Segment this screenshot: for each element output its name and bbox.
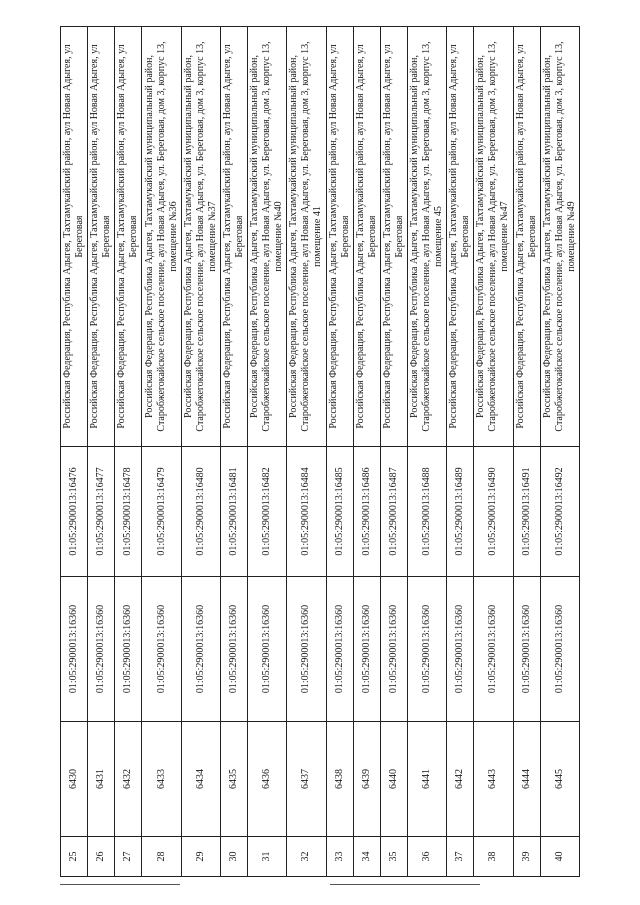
scan-artifact-line	[330, 884, 480, 885]
address: Российская Федерация, Республика Адыгея, Тахтамукайский район, аул Новая Адыгея, ул Береговая	[88, 27, 115, 447]
parent-cadastral-number: 01:05:2900013:16360	[248, 577, 287, 722]
row-number: 38	[474, 837, 513, 877]
object-id: 6441	[407, 722, 446, 837]
object-id: 6445	[540, 722, 579, 837]
object-id: 6436	[248, 722, 287, 837]
cadastral-number: 01:05:2900013:16485	[326, 447, 353, 577]
object-id: 6439	[353, 722, 380, 837]
parent-cadastral-number: 01:05:2900013:16360	[115, 577, 142, 722]
object-id: 6442	[447, 722, 474, 837]
cadastral-number: 01:05:2900013:16484	[287, 447, 326, 577]
parent-cadastral-number: 01:05:2900013:16360	[513, 577, 540, 722]
row-number: 40	[540, 837, 579, 877]
table-row	[61, 27, 88, 877]
address: Российская Федерация, Республика Адыгея, Тахтамукайский район, аул Новая Адыгея, ул Береговая	[220, 27, 247, 447]
address: Российская Федерация, Республика Адыгея, Тахтамукайский район, аул Новая Адыгея, ул Береговая	[115, 27, 142, 447]
object-id: 6438	[326, 722, 353, 837]
cadastral-number: 01:05:2900013:16476	[61, 447, 88, 577]
parent-cadastral-number: 01:05:2900013:16360	[326, 577, 353, 722]
object-id: 6444	[513, 722, 540, 837]
parent-cadastral-number: 01:05:2900013:16360	[287, 577, 326, 722]
parent-cadastral-number: 01:05:2900013:16360	[88, 577, 115, 722]
table-row	[181, 27, 220, 877]
table-row	[407, 27, 446, 877]
table-row	[142, 27, 181, 877]
row-number: 32	[287, 837, 326, 877]
scan-artifact-line	[60, 884, 180, 885]
row-number: 26	[88, 837, 115, 877]
table-row	[287, 27, 326, 877]
row-number: 28	[142, 837, 181, 877]
table-row	[248, 27, 287, 877]
parent-cadastral-number: 01:05:2900013:16360	[61, 577, 88, 722]
cadastral-number: 01:05:2900013:16478	[115, 447, 142, 577]
table-row	[380, 27, 407, 877]
address: Российская Федерация, Республика Адыгея, Тахтамукайский район, аул Новая Адыгея, ул Береговая	[353, 27, 380, 447]
cadastral-number: 01:05:2900013:16480	[181, 447, 220, 577]
row-number: 37	[447, 837, 474, 877]
cadastral-number: 01:05:2900013:16482	[248, 447, 287, 577]
address: Российская Федерация, Республика Адыгея, Тахтамукайский муниципальный район, Старобжегокайское сельское поселение, аул Новая Адыгея, ул. Береговая, дом 3, корпус 13, помещение 41	[287, 27, 326, 447]
row-number: 27	[115, 837, 142, 877]
table-row	[220, 27, 247, 877]
object-id: 6433	[142, 722, 181, 837]
table-row	[88, 27, 115, 877]
address: Российская Федерация, Республика Адыгея, Тахтамукайский район, аул Новая Адыгея, ул Береговая	[447, 27, 474, 447]
cadastral-number: 01:05:2900013:16477	[88, 447, 115, 577]
cadastral-number: 01:05:2900013:16489	[447, 447, 474, 577]
address: Российская Федерация, Республика Адыгея, Тахтамукайский муниципальный район, Старобжегокайское сельское поселение, аул Новая Адыгея, ул. Береговая, дом 3, корпус 13, помещение №36	[142, 27, 181, 447]
address: Российская Федерация, Республика Адыгея, Тахтамукайский муниципальный район, Старобжегокайское сельское поселение, аул Новая Адыгея, ул. Береговая, дом 3, корпус 13, помещение №40	[248, 27, 287, 447]
parent-cadastral-number: 01:05:2900013:16360	[407, 577, 446, 722]
property-table-body	[61, 27, 580, 877]
object-id: 6431	[88, 722, 115, 837]
table-row	[513, 27, 540, 877]
row-number: 30	[220, 837, 247, 877]
address: Российская Федерация, Республика Адыгея, Тахтамукайский муниципальный район, Старобжегокайское сельское поселение, аул Новая Адыгея, ул. Береговая, дом 3, корпус 13, помещение №47	[474, 27, 513, 447]
address: Российская Федерация, Республика Адыгея, Тахтамукайский район, аул Новая Адыгея, ул Береговая	[513, 27, 540, 447]
address: Российская Федерация, Республика Адыгея, Тахтамукайский район, аул Новая Адыгея, ул Береговая	[326, 27, 353, 447]
table-row	[447, 27, 474, 877]
row-number: 36	[407, 837, 446, 877]
parent-cadastral-number: 01:05:2900013:16360	[181, 577, 220, 722]
address: Российская Федерация, Республика Адыгея, Тахтамукайский муниципальный район, Старобжегокайское сельское поселение, аул Новая Адыгея, ул. Береговая, дом 3, корпус 13, помещение №37	[181, 27, 220, 447]
parent-cadastral-number: 01:05:2900013:16360	[353, 577, 380, 722]
row-number: 31	[248, 837, 287, 877]
row-number: 25	[61, 837, 88, 877]
table-row	[326, 27, 353, 877]
object-id: 6440	[380, 722, 407, 837]
table-row	[353, 27, 380, 877]
address: Российская Федерация, Республика Адыгея, Тахтамукайский район, аул Новая Адыгея, ул Береговая	[61, 27, 88, 447]
table-row	[474, 27, 513, 877]
parent-cadastral-number: 01:05:2900013:16360	[142, 577, 181, 722]
cadastral-number: 01:05:2900013:16481	[220, 447, 247, 577]
table-row	[115, 27, 142, 877]
row-number: 35	[380, 837, 407, 877]
address: Российская Федерация, Республика Адыгея, Тахтамукайский район, аул Новая Адыгея, ул Береговая	[380, 27, 407, 447]
object-id: 6434	[181, 722, 220, 837]
object-id: 6432	[115, 722, 142, 837]
property-table	[60, 26, 580, 877]
parent-cadastral-number: 01:05:2900013:16360	[447, 577, 474, 722]
object-id: 6435	[220, 722, 247, 837]
row-number: 34	[353, 837, 380, 877]
cadastral-number: 01:05:2900013:16490	[474, 447, 513, 577]
object-id: 6430	[61, 722, 88, 837]
cadastral-number: 01:05:2900013:16492	[540, 447, 579, 577]
cadastral-number: 01:05:2900013:16486	[353, 447, 380, 577]
parent-cadastral-number: 01:05:2900013:16360	[220, 577, 247, 722]
cadastral-number: 01:05:2900013:16487	[380, 447, 407, 577]
address: Российская Федерация, Республика Адыгея, Тахтамукайский муниципальный район, Старобжегокайское сельское поселение, аул Новая Адыгея, ул. Береговая, дом 3, корпус 13, помещение 45	[407, 27, 446, 447]
parent-cadastral-number: 01:05:2900013:16360	[540, 577, 579, 722]
row-number: 39	[513, 837, 540, 877]
table-row	[540, 27, 579, 877]
cadastral-number: 01:05:2900013:16491	[513, 447, 540, 577]
rotated-document-page	[60, 27, 580, 877]
cadastral-number: 01:05:2900013:16479	[142, 447, 181, 577]
row-number: 29	[181, 837, 220, 877]
object-id: 6443	[474, 722, 513, 837]
parent-cadastral-number: 01:05:2900013:16360	[380, 577, 407, 722]
address: Российская Федерация, Республика Адыгея, Тахтамукайский муниципальный район, Старобжегокайское сельское поселение, аул Новая Адыгея, ул. Береговая, дом 3, корпус 13, помещение №49	[540, 27, 579, 447]
parent-cadastral-number: 01:05:2900013:16360	[474, 577, 513, 722]
row-number: 33	[326, 837, 353, 877]
object-id: 6437	[287, 722, 326, 837]
cadastral-number: 01:05:2900013:16488	[407, 447, 446, 577]
